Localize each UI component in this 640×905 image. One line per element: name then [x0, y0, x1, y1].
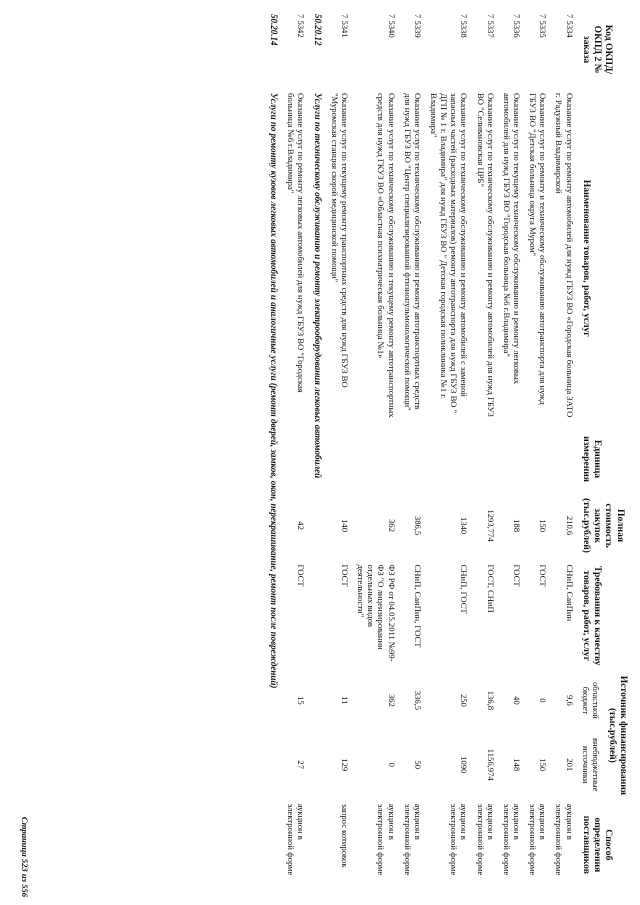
order-cell [283, 10, 309, 89]
order-cell [472, 10, 498, 89]
order-number: 5341 [340, 20, 351, 38]
service-name: Оказание услуг по ремонту и техническому обслуживанию автотранспорта для нужд ГБУЗ ВО "Детская больница округа Муром" [528, 92, 549, 405]
requirements-value: ФЗ РФ от 04.05.2011 №99-ФЗ "О лицензировании отдельных видов деятельности" [356, 564, 397, 662]
order-cell [327, 10, 353, 89]
cost-value: 1293,774 [485, 509, 496, 542]
table-row [353, 10, 400, 890]
regional-value: 11 [340, 696, 351, 705]
order-number: 5338 [459, 20, 470, 38]
offbudget-value: 148 [512, 758, 522, 772]
order-cell [426, 10, 473, 89]
method-value: аукцион в электронной форме [501, 803, 522, 876]
table-row [400, 10, 426, 890]
cost-value: 210,6 [564, 515, 575, 536]
service-name: Оказание услуг по техническому обслуживанию и ремонту автомобилей для нужд ГБУЗ ВО "Селивановская ЦРБ" [475, 92, 496, 417]
method-value: аукцион в электронной форме [376, 803, 397, 876]
regional-value: 136,8 [485, 690, 496, 711]
code-prefix: 7 [485, 14, 496, 19]
requirements-value: ГОСТ [512, 564, 522, 587]
order-number: 5336 [512, 20, 522, 38]
requirements-value: ГОСТ [340, 564, 351, 587]
order-number: 5334 [564, 20, 575, 38]
unit-cell [551, 427, 577, 490]
header-unit: Единица измерения [580, 436, 604, 482]
cost-value: 386,5 [412, 515, 423, 536]
regional-value: 15 [296, 696, 307, 705]
header-code: Код ОКПД/ ОКПД 2 № заказа [580, 24, 615, 75]
unit-cell [499, 427, 525, 490]
header-funding-offbudget: внебюджетные источники [581, 738, 601, 792]
method-value: аукцион в электронной форме [554, 803, 575, 876]
section-row [309, 10, 327, 890]
method-value: аукцион в электронной форме [528, 803, 549, 876]
cost-value: 42 [296, 521, 307, 530]
code-prefix: 7 [538, 14, 549, 19]
unit-cell [525, 427, 551, 490]
cost-value: 140 [340, 519, 351, 532]
requirements-value: СНиП, СанПин [564, 564, 575, 622]
header-funding-regional: областной бюджет [581, 682, 601, 719]
order-cell [525, 10, 551, 89]
regional-value: 250 [459, 693, 470, 707]
section-code: 50.20.12 [312, 14, 323, 46]
requirements-value: ГОСТ [296, 564, 307, 587]
code-prefix: 7 [459, 14, 470, 19]
offbudget-value: 1090 [459, 756, 470, 774]
code-prefix: 7 [296, 14, 307, 19]
cost-value: 1340 [459, 516, 470, 535]
table-row [525, 10, 551, 890]
regional-value: 336,5 [412, 690, 423, 711]
method-value: аукцион в электронной форме [475, 803, 496, 876]
code-prefix: 7 [386, 14, 397, 19]
table-row [499, 10, 525, 890]
cost-value: 150 [538, 519, 549, 532]
order-number: 5339 [412, 20, 423, 38]
table-row [426, 10, 473, 890]
header-method: Способ определения поставщиков [580, 815, 615, 874]
offbudget-value: 27 [296, 760, 307, 769]
offbudget-value: 50 [412, 760, 423, 769]
table-row [327, 10, 353, 890]
offbudget-value: 201 [564, 758, 575, 772]
method-value: аукцион в электронной форме [449, 803, 470, 876]
page-number: Страница 523 из 556 [20, 816, 30, 897]
header-requirements: Требования к качеству товаров, работ, услуг [580, 566, 604, 666]
header-cost: Полная стоимость закупок (тыс.рублей) [580, 498, 626, 553]
order-number: 5342 [296, 20, 307, 38]
order-number: 5340 [386, 20, 397, 38]
order-number: 5337 [485, 20, 496, 38]
requirements-value: СНиП, ГОСТ [459, 564, 470, 614]
code-prefix: 7 [412, 14, 423, 19]
order-cell [551, 10, 577, 89]
section-row [265, 10, 283, 890]
unit-cell [283, 427, 309, 490]
regional-value: 9,6 [564, 695, 575, 706]
cost-value: 188 [512, 519, 522, 532]
service-name: Оказание услуг по техническому обслуживанию и текущему ремонту автотранспортных средств для нужд ГКУЗ ВО «Областная психиатрическая больница №1» [376, 92, 397, 418]
service-name: Оказание услуг по текущему техническому обслуживанию и ремонту легковых автомобилей для нужд ГБУЗ ВО "Городская больница №6 г.Владимира" [501, 92, 522, 385]
unit-cell [327, 427, 353, 490]
cost-value: 362 [386, 519, 397, 532]
code-prefix: 7 [564, 14, 575, 19]
requirements-value: СНиП, СанПин, ГОСТ [412, 564, 423, 648]
table-row [472, 10, 498, 890]
offbudget-value: 0 [386, 762, 397, 767]
offbudget-value: 1156,974 [485, 748, 496, 781]
regional-value: 0 [538, 698, 549, 703]
order-number: 5335 [538, 20, 549, 38]
order-cell [353, 10, 400, 89]
table-row [551, 10, 577, 890]
procurement-table [265, 10, 632, 890]
order-cell [400, 10, 426, 89]
unit-cell [353, 427, 400, 490]
service-name: Оказание услуг по техническому обслуживанию и ремонту автомобилей с заменой запасных частей (расходных материалов) ремонту автотранспорта для нужд ГБУЗ ВО " ДГП № 1 г. Владимира" для нужд ГБУЗ ВО " Детская городская поликлиника №1 г. Владимира" [429, 92, 470, 414]
service-name: Оказание услуг по текущему ремонту транспортных средств для нужд ГБУЗ ВО "Муромская станция скорой медицинской помощи" [329, 92, 351, 388]
section-title: Услуги по ремонту кузовов легковых автомобилей и аналогичные услуги (ремонт дверей, замков, окон, перекрашивание, ремонт после повреждений) [268, 92, 279, 689]
service-name: Оказание услуг по техническому обслуживанию и ремонту автотранспортных средств для нужд ГБУЗ ВО "Центр специализированной фтизиопульмонологической помощи" [402, 92, 423, 411]
unit-cell [400, 427, 426, 490]
header-name: Наименование товаров, работ, услуг [580, 179, 592, 337]
method-value: запрос котировок [340, 803, 351, 868]
header-row [603, 10, 632, 890]
code-prefix: 7 [512, 14, 522, 19]
offbudget-value: 129 [340, 758, 351, 772]
regional-value: 362 [386, 693, 397, 707]
requirements-value: ГОСТ [538, 564, 549, 587]
service-name: Оказание услуг по ремонту легковых автомобилей для нужд ГБУЗ ВО "Городская больница №6 г.Владимира" [286, 92, 307, 393]
section-title: Услуги по техническому обслуживанию и ремонту электрооборудования легковых автомобилей [312, 92, 323, 479]
order-cell [499, 10, 525, 89]
header-funding: Источник финансирования (тыс.рублей) [606, 675, 629, 795]
method-value: аукцион в электронной форме [402, 803, 423, 876]
section-code: 50.20.14 [268, 14, 279, 46]
method-value: аукцион в электронной форме [286, 803, 307, 876]
offbudget-value: 150 [538, 758, 549, 772]
requirements-value: ГОСТ, СНиП [485, 564, 496, 613]
code-prefix: 7 [340, 14, 351, 19]
regional-value: 40 [512, 696, 522, 705]
service-name: Оказание услуг по ремонту автомобилей для нужд ГБУЗ ВО «Городская больница ЗАТО г. Радужный Владимирской [554, 92, 575, 418]
unit-cell [472, 427, 498, 490]
table-row [283, 10, 309, 890]
unit-cell [426, 427, 473, 490]
